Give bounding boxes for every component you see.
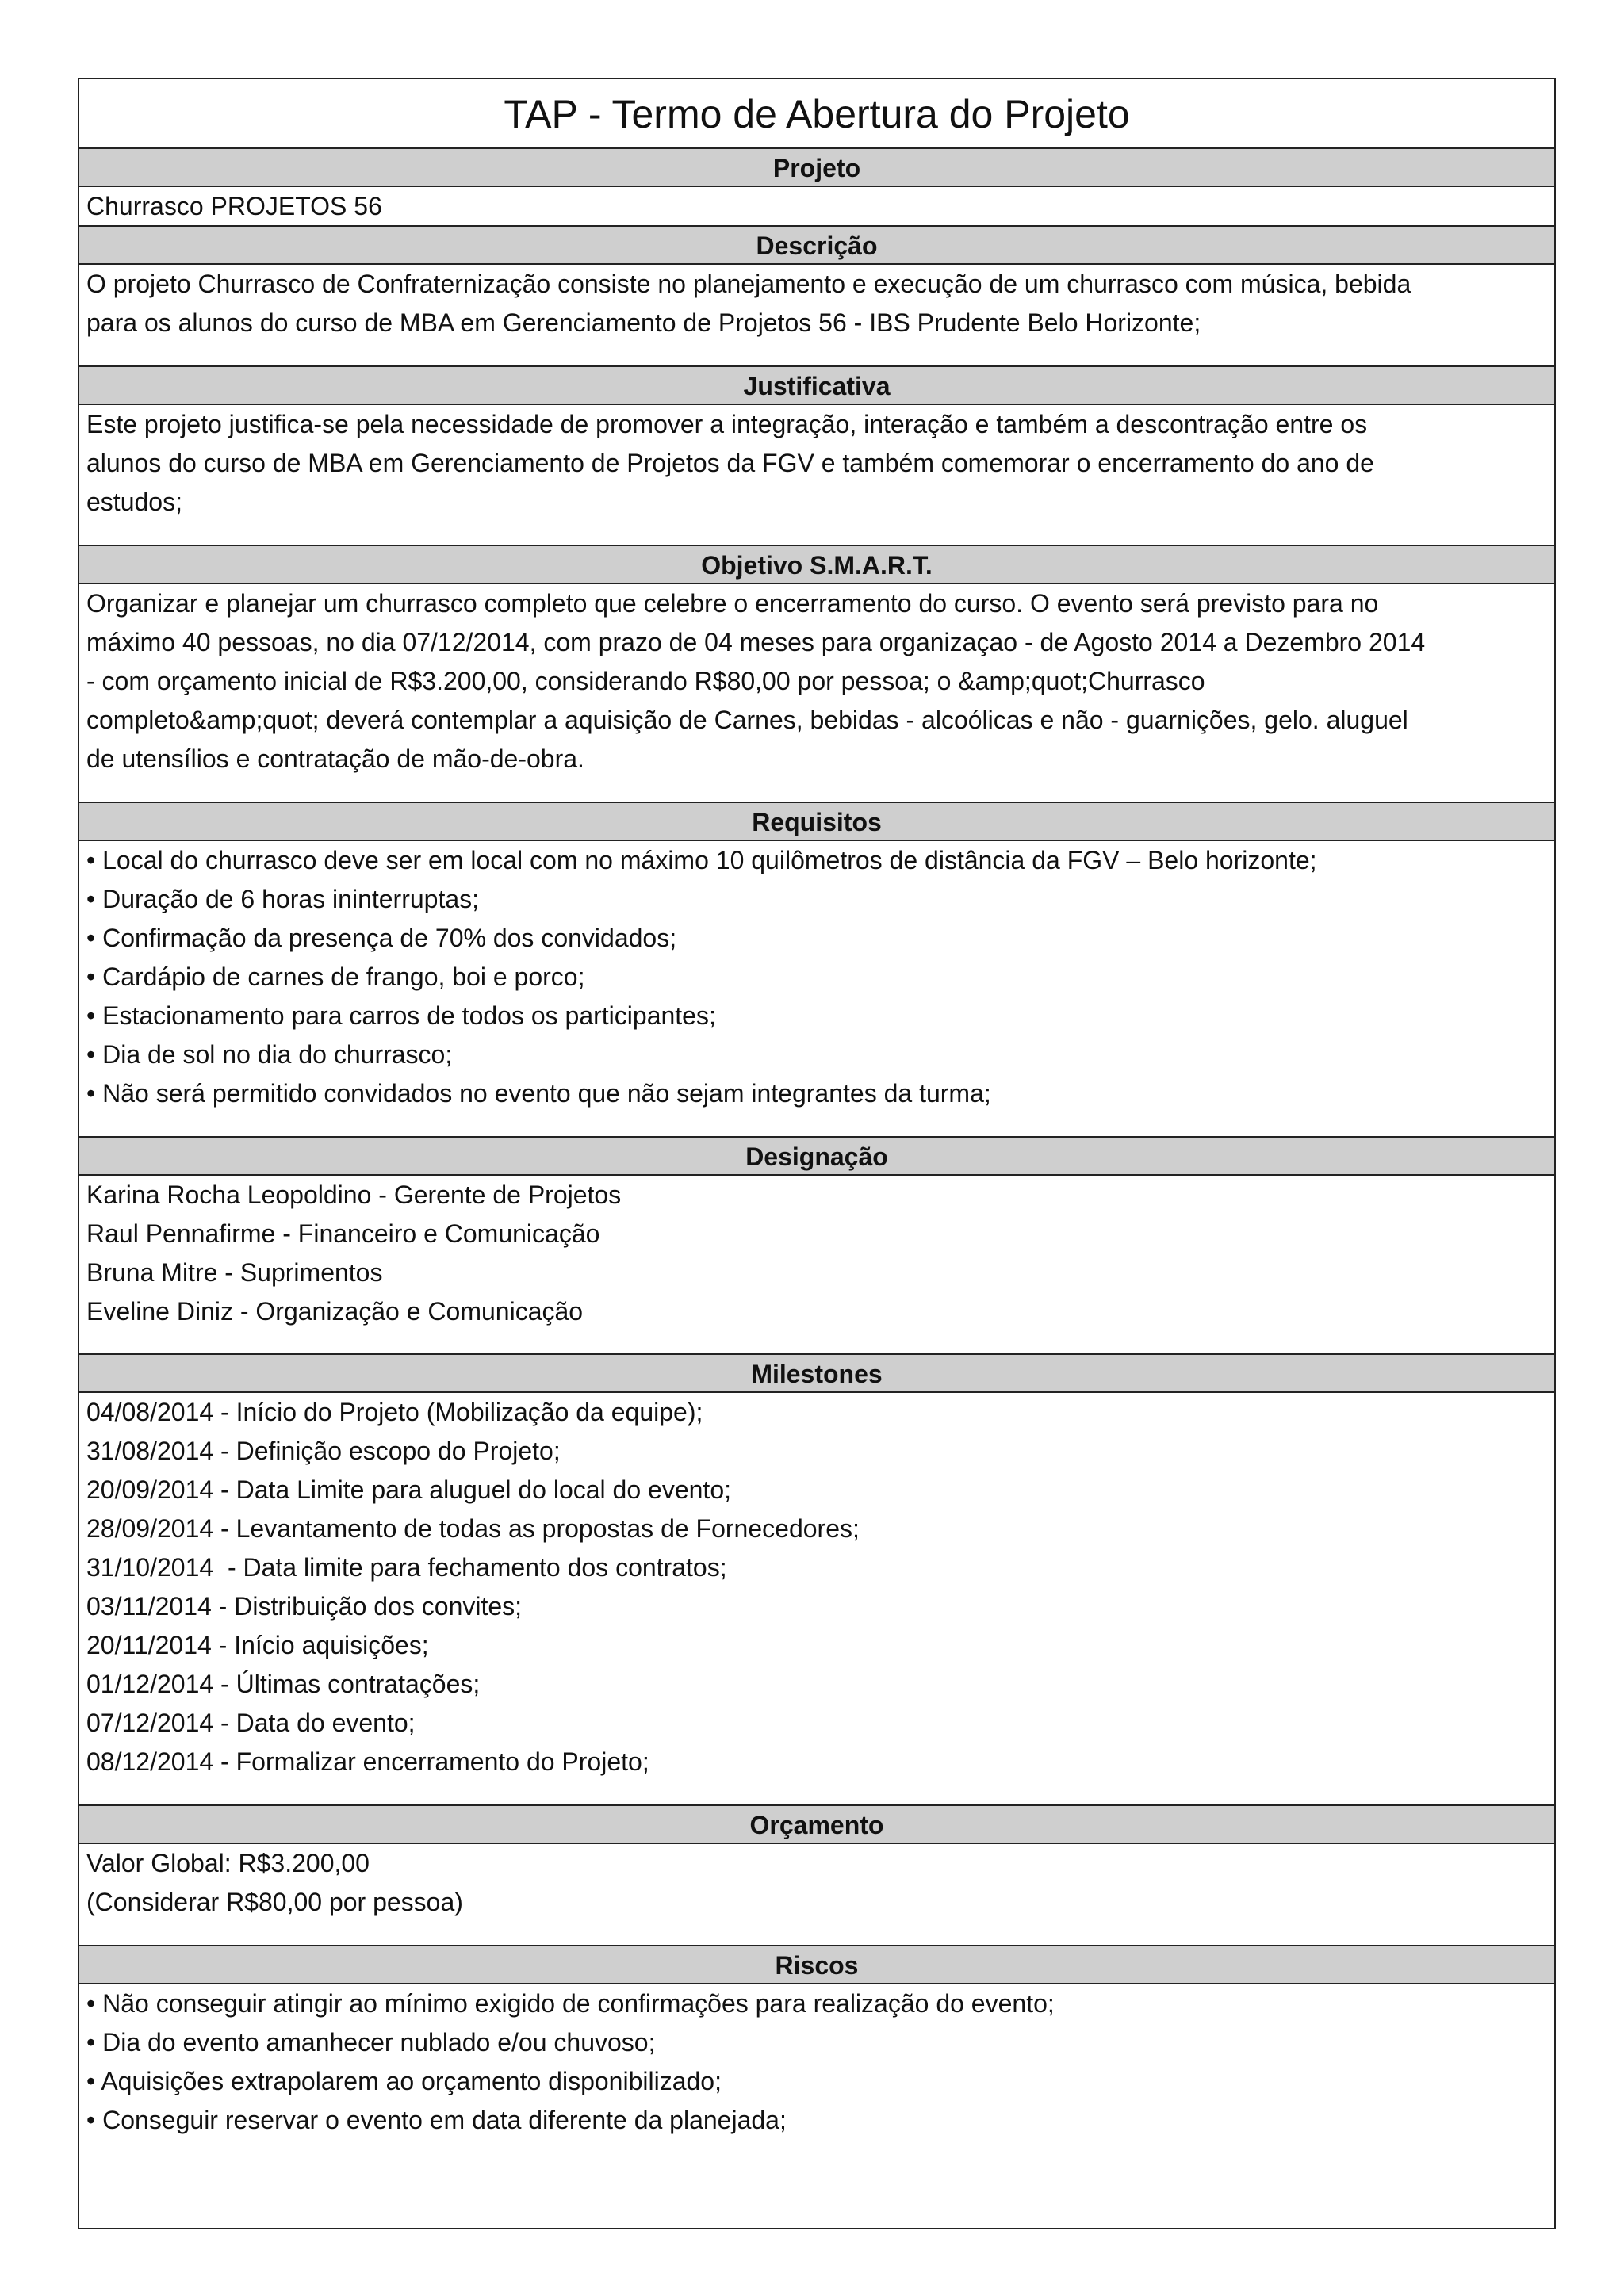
- description-line: O projeto Churrasco de Confraternização consiste no planejamento e execução de um churrasco com música, bebida: [86, 270, 1411, 298]
- milestone-item: 04/08/2014 - Início do Projeto (Mobilização da equipe);: [86, 1398, 703, 1426]
- section-body-descricao: [79, 265, 1554, 367]
- section-header-requisitos: Requisitos: [79, 803, 1554, 841]
- objective-line: completo&amp;quot; deverá contemplar a aquisição de Carnes, bebidas - alcoólicas e não - guarnições, gelo. aluguel: [86, 706, 1408, 734]
- requirement-item: • Dia de sol no dia do churrasco;: [86, 1040, 453, 1069]
- section-header-justificativa: Justificativa: [79, 367, 1554, 405]
- risk-item: • Aquisições extrapolarem ao orçamento disponibilizado;: [86, 2067, 722, 2095]
- requirement-item: • Estacionamento para carros de todos os participantes;: [86, 1001, 716, 1030]
- milestone-item: 31/10/2014 - Data limite para fechamento dos contratos;: [86, 1553, 727, 1582]
- section-header-descricao: Descrição: [79, 227, 1554, 265]
- milestone-item: 28/09/2014 - Levantamento de todas as propostas de Fornecedores;: [86, 1514, 860, 1543]
- justification-line: Este projeto justifica-se pela necessidade de promover a integração, interação e também a descontração entre os: [86, 410, 1368, 438]
- milestone-item: 20/09/2014 - Data Limite para aluguel do local do evento;: [86, 1475, 731, 1504]
- milestone-item: 31/08/2014 - Definição escopo do Projeto;: [86, 1437, 561, 1465]
- section-header-milestones: Milestones: [79, 1355, 1554, 1393]
- requirement-item: • Duração de 6 horas ininterruptas;: [86, 885, 480, 913]
- requirement-item: • Não será permitido convidados no evento que não sejam integrantes da turma;: [86, 1079, 991, 1108]
- section-body-requisitos: [79, 841, 1554, 1138]
- team-member: Eveline Diniz - Organização e Comunicação: [86, 1297, 584, 1326]
- section-body-milestones: [79, 1393, 1554, 1806]
- section-header-orcamento: Orçamento: [79, 1806, 1554, 1844]
- objective-line: Organizar e planejar um churrasco completo que celebre o encerramento do curso. O evento será previsto para no: [86, 589, 1379, 618]
- milestone-item: 03/11/2014 - Distribuição dos convites;: [86, 1592, 523, 1621]
- requirement-item: • Local do churrasco deve ser em local com no máximo 10 quilômetros de distância da FGV – Belo horizonte;: [86, 846, 1317, 874]
- budget-line: (Considerar R$80,00 por pessoa): [86, 1888, 463, 1916]
- milestone-item: 08/12/2014 - Formalizar encerramento do Projeto;: [86, 1747, 649, 1776]
- project-name: Churrasco PROJETOS 56: [86, 192, 382, 220]
- team-member: Karina Rocha Leopoldino - Gerente de Projetos: [86, 1181, 622, 1209]
- milestone-item: 07/12/2014 - Data do evento;: [86, 1709, 416, 1737]
- team-member: Raul Pennafirme - Financeiro e Comunicação: [86, 1219, 600, 1248]
- section-body-objetivo: [79, 584, 1554, 803]
- section-body-riscos: [79, 1984, 1554, 2230]
- section-header-projeto: Projeto: [79, 149, 1554, 187]
- section-body-designacao: [79, 1176, 1554, 1355]
- objective-line: máximo 40 pessoas, no dia 07/12/2014, com prazo de 04 meses para organizaçao - de Agosto 2014 a Dezembro 2014: [86, 628, 1426, 656]
- section-body-justificativa: [79, 405, 1554, 546]
- project-charter-document: [78, 78, 1556, 2229]
- justification-line: estudos;: [86, 488, 182, 516]
- milestone-item: 01/12/2014 - Últimas contratações;: [86, 1670, 481, 1698]
- objective-line: de utensílios e contratação de mão-de-obra.: [86, 744, 584, 773]
- team-member: Bruna Mitre - Suprimentos: [86, 1258, 383, 1287]
- description-line: para os alunos do curso de MBA em Gerenciamento de Projetos 56 - IBS Prudente Belo Horizonte;: [86, 308, 1201, 337]
- requirement-item: • Confirmação da presença de 70% dos convidados;: [86, 924, 677, 952]
- risk-item: • Dia do evento amanhecer nublado e/ou chuvoso;: [86, 2028, 656, 2057]
- section-header-objetivo: Objetivo S.M.A.R.T.: [79, 546, 1554, 584]
- justification-line: alunos do curso de MBA em Gerenciamento de Projetos da FGV e também comemorar o encerramento do ano de: [86, 449, 1374, 477]
- objective-line: - com orçamento inicial de R$3.200,00, considerando R$80,00 por pessoa; o &amp;quot;Churrasco: [86, 667, 1205, 695]
- budget-line: Valor Global: R$3.200,00: [86, 1849, 370, 1877]
- risk-item: • Conseguir reservar o evento em data diferente da planejada;: [86, 2106, 787, 2134]
- requirement-item: • Cardápio de carnes de frango, boi e porco;: [86, 962, 585, 991]
- risk-item: • Não conseguir atingir ao mínimo exigido de confirmações para realização do evento;: [86, 1989, 1055, 2018]
- section-header-designacao: Designação: [79, 1138, 1554, 1176]
- section-body-orcamento: [79, 1844, 1554, 1946]
- section-header-riscos: Riscos: [79, 1946, 1554, 1984]
- document-title: TAP - Termo de Abertura do Projeto: [79, 79, 1554, 149]
- section-body-projeto: [79, 187, 1554, 227]
- milestone-item: 20/11/2014 - Início aquisições;: [86, 1631, 429, 1659]
